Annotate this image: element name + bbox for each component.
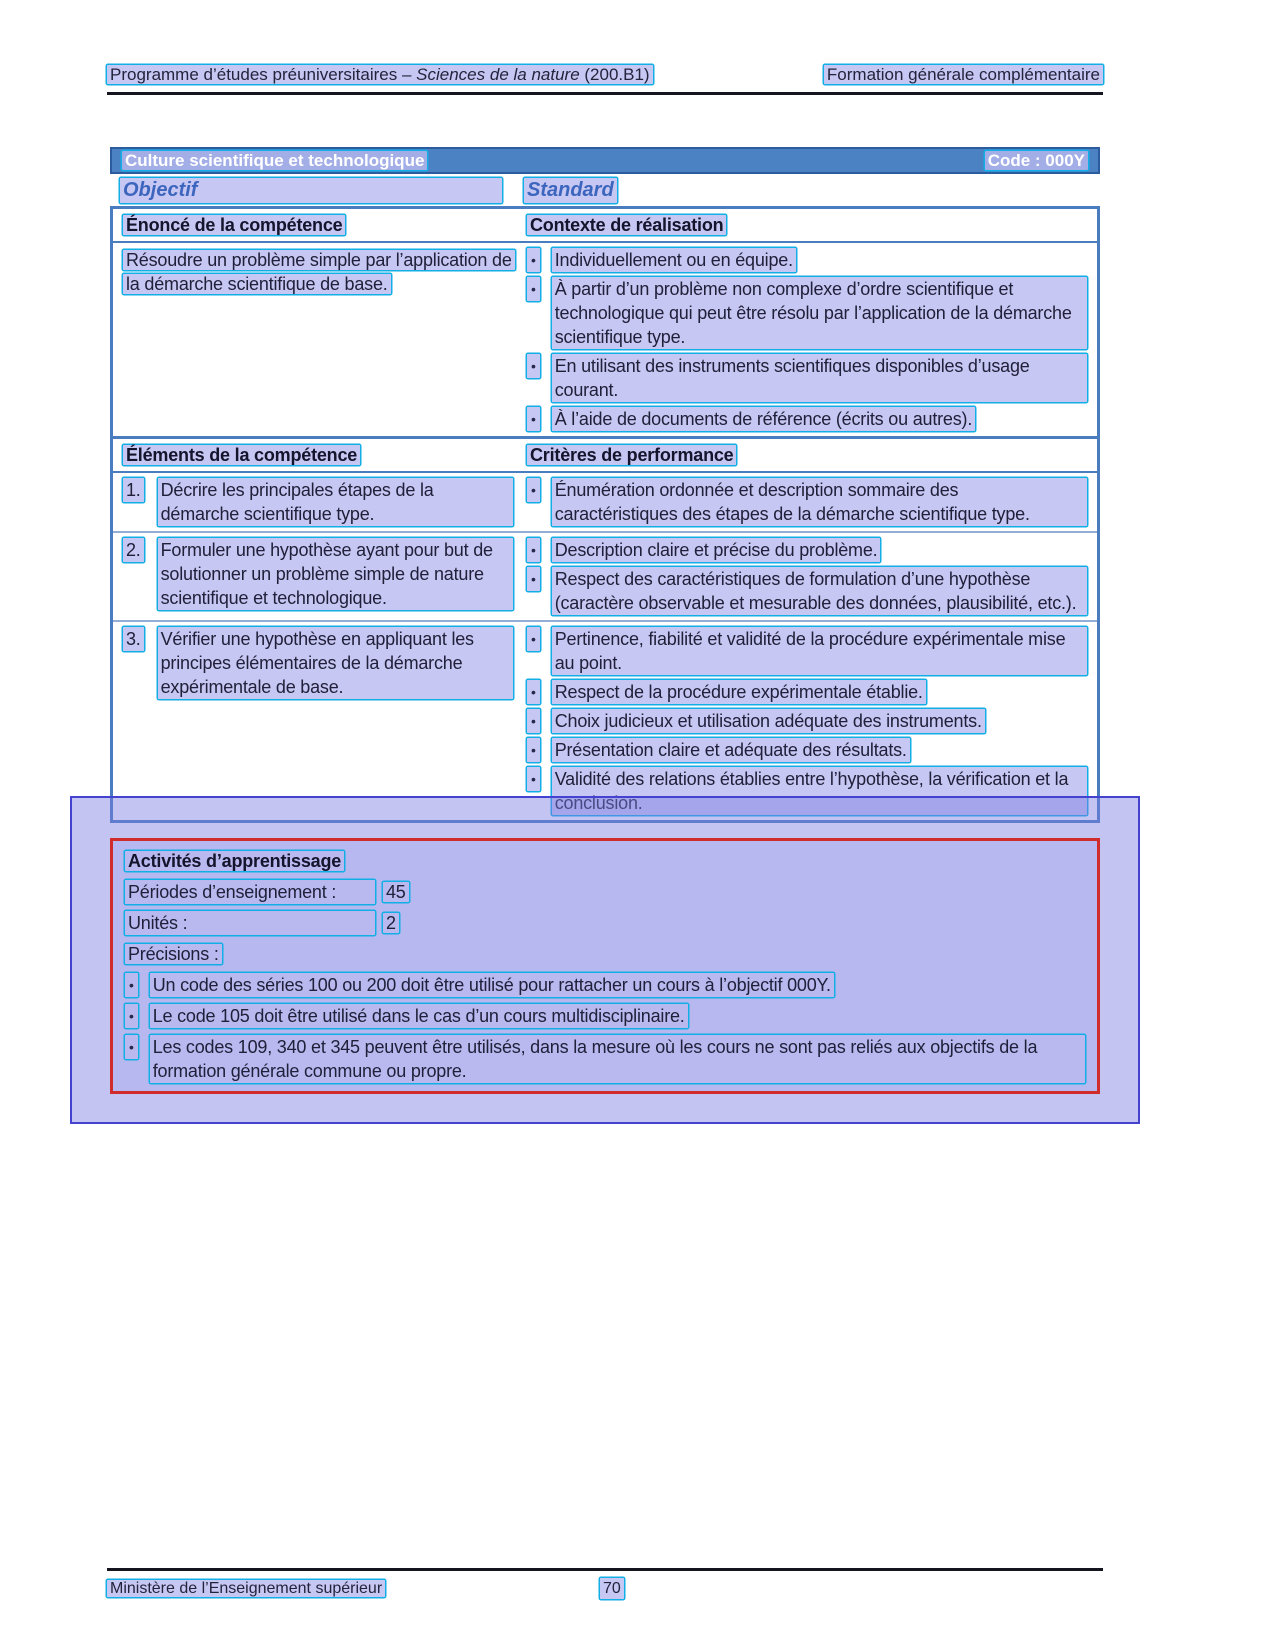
list-item — [125, 973, 1085, 997]
header-program-title — [107, 64, 653, 86]
list-item — [527, 680, 1087, 704]
criteria-text: Description claire et précise du problème. — [552, 538, 881, 562]
table1-col2-header: Contexte de réalisation — [527, 215, 726, 235]
course-code: Code : 000Y — [985, 151, 1088, 170]
bullet-icon: • — [527, 767, 540, 791]
precisions-line — [125, 942, 1085, 966]
table2-row-2 — [113, 531, 1097, 620]
objectif-heading: Objectif — [120, 178, 502, 203]
table2-col1-header: Éléments de la compétence — [123, 445, 360, 465]
annotation-overlay — [70, 796, 1140, 1124]
activites-title-line — [125, 849, 1085, 873]
contexte-item-text: En utilisant des instruments scientifiques disponibles d’usage courant. — [552, 354, 1087, 402]
header-section-title — [824, 64, 1103, 86]
table2-row-3 — [113, 620, 1097, 820]
numbered-item — [123, 478, 513, 526]
table2-col2-header: Critères de performance — [527, 445, 736, 465]
bullet-icon: • — [527, 627, 540, 651]
periodes-value: 45 — [383, 882, 409, 902]
header-left-suffix: (200.B1) — [579, 65, 650, 84]
list-item — [527, 567, 1087, 615]
contexte-cell — [527, 248, 1087, 431]
bullet-icon: • — [527, 407, 540, 431]
criteria-list — [527, 538, 1087, 615]
list-item — [527, 709, 1087, 733]
list-item — [527, 407, 1087, 431]
periodes-line — [125, 880, 1085, 904]
bullet-icon: • — [527, 277, 540, 301]
list-item — [125, 1004, 1085, 1028]
precision-text: Les codes 109, 340 et 345 peuvent être utilisés, dans la mesure où les cours ne sont pas reliés aux objectifs de la formation générale commune ou propre. — [150, 1035, 1085, 1083]
unites-value: 2 — [383, 913, 399, 933]
element-cell — [123, 627, 527, 815]
bullet-icon: • — [125, 1035, 138, 1059]
item-number: 1. — [123, 478, 144, 502]
periodes-label: Périodes d’enseignement : — [125, 880, 375, 904]
activites-box — [110, 838, 1100, 1094]
precision-text: Un code des séries 100 ou 200 doit être utilisé pour rattacher un cours à l’objectif 000Y. — [150, 973, 834, 997]
list-item — [527, 738, 1087, 762]
contexte-list — [527, 248, 1087, 431]
enonce-text: Résoudre un problème simple par l’application de la démarche scientifique de base. — [123, 250, 515, 294]
table1-col1-header-cell — [123, 213, 527, 237]
criteria-text: Énumération ordonnée et description sommaire des caractéristiques des étapes de la démarche scientifique type. — [552, 478, 1087, 526]
unites-label: Unités : — [125, 911, 375, 935]
criteria-cell — [527, 538, 1087, 615]
criteria-text: Choix judicieux et utilisation adéquate des instruments. — [552, 709, 985, 733]
list-item — [527, 627, 1087, 675]
page-footer — [107, 1578, 1103, 1599]
header-left-italic: Sciences de la nature — [416, 65, 580, 84]
bullet-icon: • — [527, 354, 540, 378]
header-left-text: Programme d’études préuniversitaires – — [110, 65, 417, 84]
enonce-cell — [123, 248, 527, 431]
contexte-item-text: Individuellement ou en équipe. — [552, 248, 796, 272]
element-cell — [123, 478, 527, 526]
criteria-text: Respect de la procédure expérimentale établie. — [552, 680, 926, 704]
criteria-text: Présentation claire et adéquate des résultats. — [552, 738, 910, 762]
list-item — [527, 478, 1087, 526]
numbered-item — [123, 627, 513, 699]
table2-col1-header-cell — [123, 443, 527, 467]
unites-line — [125, 911, 1085, 935]
item-number: 3. — [123, 627, 144, 651]
bullet-icon: • — [527, 680, 540, 704]
title-bar — [110, 147, 1100, 174]
precision-text: Le code 105 doit être utilisé dans le cas d’un cours multidisciplinaire. — [150, 1004, 688, 1028]
bullet-icon: • — [527, 567, 540, 591]
course-title: Culture scientifique et technologique — [122, 151, 427, 170]
criteria-text: Validité des relations établies entre l’hypothèse, la vérification et la conclusion. — [552, 767, 1087, 815]
header-left-highlight — [107, 65, 653, 84]
bullet-icon: • — [527, 709, 540, 733]
criteria-cell — [527, 627, 1087, 815]
element-cell — [123, 538, 527, 615]
competence-table — [110, 206, 1100, 439]
contexte-item-text: À l’aide de documents de référence (écrits ou autres). — [552, 407, 975, 431]
header-rule — [107, 92, 1103, 95]
bullet-icon: • — [125, 973, 138, 997]
item-number: 2. — [123, 538, 144, 562]
list-item — [527, 354, 1087, 402]
numbered-item — [123, 538, 513, 610]
table1-header-row — [113, 209, 1097, 243]
list-item — [527, 248, 1087, 272]
table2-row-1 — [113, 473, 1097, 531]
criteria-list — [527, 478, 1087, 526]
table1-body-row — [113, 243, 1097, 436]
header-right-text: Formation générale complémentaire — [824, 65, 1103, 84]
table1-col1-header: Énoncé de la compétence — [123, 215, 345, 235]
criteria-text: Respect des caractéristiques de formulation d’une hypothèse (caractère observable et mesurable des données, plausibilité, etc.). — [552, 567, 1087, 615]
table2-header-row — [113, 439, 1097, 473]
element-text: Vérifier une hypothèse en appliquant les principes élémentaires de la démarche expérimentale de base. — [158, 627, 513, 699]
bullet-icon: • — [527, 538, 540, 562]
list-item — [527, 277, 1087, 349]
standard-heading: Standard — [524, 178, 617, 203]
element-text: Formuler une hypothèse ayant pour but de solutionner un problème simple de nature scientifique et technologique. — [158, 538, 513, 610]
activites-title: Activités d’apprentissage — [125, 851, 344, 871]
table1-col2-header-cell — [527, 213, 1087, 237]
bullet-icon: • — [527, 248, 540, 272]
page-number: 70 — [600, 1578, 624, 1599]
precisions-label: Précisions : — [125, 944, 222, 964]
bullet-icon: • — [125, 1004, 138, 1028]
criteria-list — [527, 627, 1087, 815]
list-item — [527, 538, 1087, 562]
table2-col2-header-cell — [527, 443, 1087, 467]
element-text: Décrire les principales étapes de la démarche scientifique type. — [158, 478, 513, 526]
footer-rule — [107, 1568, 1103, 1571]
page-header — [107, 64, 1103, 86]
objectif-standard-headings — [120, 178, 1100, 205]
list-item — [125, 1035, 1085, 1083]
bullet-icon: • — [527, 478, 540, 502]
contexte-item-text: À partir d’un problème non complexe d’ordre scientifique et technologique qui peut être résolu par l’application de la démarche scientifique type. — [552, 277, 1087, 349]
elements-criteres-table — [110, 436, 1100, 823]
bullet-icon: • — [527, 738, 540, 762]
footer-ministry-text: Ministère de l’Enseignement supérieur — [107, 1580, 385, 1597]
criteria-text: Pertinence, fiabilité et validité de la procédure expérimentale mise au point. — [552, 627, 1087, 675]
criteria-cell — [527, 478, 1087, 526]
